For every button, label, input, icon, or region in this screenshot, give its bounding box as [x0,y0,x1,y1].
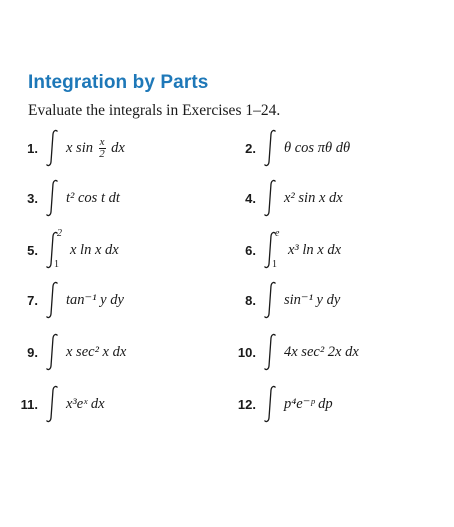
upper-limit: e [275,228,280,239]
integrand: x³ ln x dx [288,241,342,258]
exercise-number: 6. [245,242,256,258]
exercise-number: 7. [27,292,38,308]
exercise-number: 2. [245,140,256,156]
exercise-12 [226,384,333,424]
exercise-9 [16,332,126,372]
integrand: x³eˣ dx [66,395,105,412]
exercise-1 [16,128,125,168]
integral-sign-icon [262,128,278,168]
integral-sign-icon [262,384,278,424]
exercise-8 [234,280,340,320]
integrand-differential: dx [111,139,125,156]
lower-limit: 1 [272,259,277,270]
exercise-number: 10. [237,344,256,360]
exercise-5 [16,230,119,270]
integrand: p⁴e⁻ᵖ dp [284,395,333,412]
integral-sign-icon [262,280,278,320]
integral-sign-icon [44,128,60,168]
upper-limit: 2 [57,228,62,239]
integrand: 4x sec² 2x dx [284,343,359,360]
exercise-11 [8,384,105,424]
exercise-number: 12. [237,396,256,412]
exercise-number: 4. [245,190,256,206]
integrand: t² cos t dt [66,189,120,206]
exercise-4 [234,178,343,218]
integral-sign-icon [262,332,278,372]
integral-sign-icon [44,280,60,320]
exercise-number: 8. [245,292,256,308]
integrand: x ln x dx [70,241,119,258]
integral-sign-icon [44,384,60,424]
fraction-denominator: 2 [99,147,105,160]
integrand: x sec² x dx [66,343,127,360]
section-heading: Integration by Parts [28,72,209,93]
exercise-number: 1. [27,140,38,156]
integral-sign-icon [44,332,60,372]
integral-sign-icon [44,230,60,270]
exercise-number: 5. [27,242,38,258]
integrand: sin⁻¹ y dy [284,291,341,308]
fraction [99,137,106,160]
exercise-2 [234,128,350,168]
integrand: θ cos πθ dθ [284,139,351,156]
integral-sign-icon [262,230,278,270]
integrand: tan⁻¹ y dy [66,291,124,308]
integral-sign-icon [262,178,278,218]
integrand [66,137,125,160]
integrand-text: x sin [66,139,93,156]
exercise-10 [226,332,359,372]
lower-limit: 1 [54,259,59,270]
instruction-text: Evaluate the integrals in Exercises 1–24. [28,102,281,119]
exercise-3 [16,178,120,218]
exercise-6 [234,230,341,270]
exercise-number: 9. [27,344,38,360]
exercise-number: 3. [27,190,38,206]
exercise-7 [16,280,124,320]
fraction-numerator: x [99,135,105,148]
exercise-number: 11. [20,396,38,412]
integral-sign-icon [44,178,60,218]
integrand: x² sin x dx [284,189,343,206]
